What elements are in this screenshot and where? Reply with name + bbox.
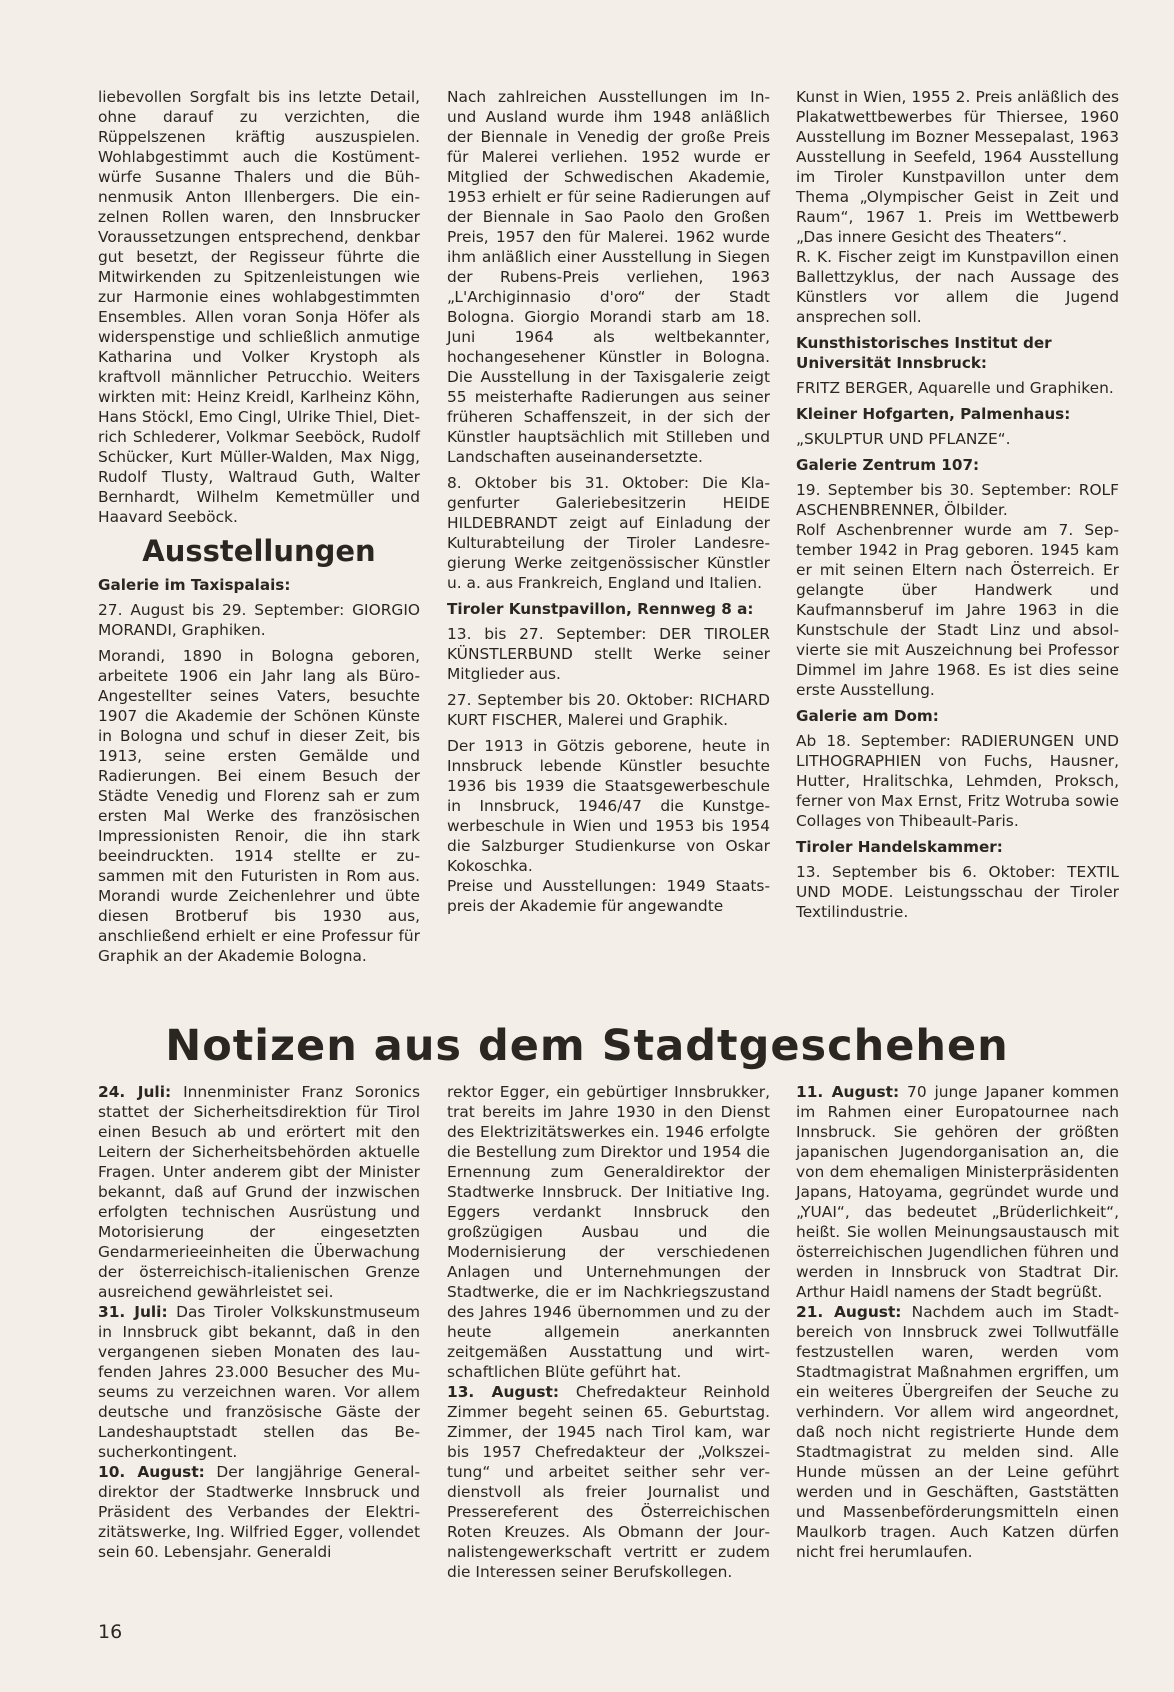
fischer-prizes-continued: Kunst in Wien, 1955 2. Preis anläßlich des Plakatwettbewerbes für Thiersee, 1960 Ausstellung im Bozner Messepalast, 1963 Ausstellung in Seefeld, 1964 Ausstellung im Tiroler Kunstpavillon unter dem Thema „Olympischer Geist in Zeit und Raum“, 1967 1. Preis im Wettbewerb „Das innere Gesicht des Theaters“. [796,88,1119,246]
notice-date: 13. August: [447,1383,560,1401]
notice-text: Innenminister Franz Soronics stattet der Sicherheitsdirektion für Tirol einen Besuch ab und erörtert mit den Leitern der Sicherheitsbehörden aktuelle Fragen. Unter anderem gibt der Minister bekannt, daß auf Grund der inzwischen erfolgten technischen Ausrüstung und Motorisierung der eingesetzten Gendarmerieeinheiten die Überwachung der österreichisch-italienischen Grenze ausreichend gewährleistet sei. [98,1083,420,1301]
section-heading-ausstellungen: Ausstellungen [142,534,376,568]
exhibition-textil: 13. September bis 6. Oktober: TEXTIL UND MODE. Leistungsschau der Tiroler Textilindustrie. [796,863,1119,921]
aschenbrenner-biography: Rolf Aschenbrenner wurde am 7. September 1942 in Prag geboren. 1945 kam er mit seinen Eltern nach Österreich. Er gelangte über Handwerk und Kaufmannsberuf im Jahre 1963 in die Kunstschule der Stadt Linz und absolvierte sie mit Auszeichnung bei Professor Dimmel im Jahre 1968. Es ist dies seine erste Ausstellung. [796,521,1119,699]
notice-text: Das Tiroler Volkskunstmuseum in Innsbruck gibt bekannt, daß in den vergangenen sieben Monaten des laufenden Jahres 23.000 Besucher des Museums zu verzeichnen waren. Vor allem deutsche und französische Gäste der Landeshauptstadt stellen das Besucherkontingent. [98,1303,420,1461]
notice-21-august [796,1302,1119,1562]
notizen-column-3 [796,1082,1119,1562]
fischer-biography: Der 1913 in Götzis geborene, heute in Innsbruck lebende Künstler besuchte 1936 bis 1939 die Staatsgewerbeschule in Innsbruck, 1946/47 die Kunstgewerbeschule in Wien und 1953 bis 1954 die Salzburger Studienkurse von Oskar Kokoschka. [447,737,770,875]
notice-date: 10. August: [98,1463,205,1481]
notice-11-august [796,1082,1119,1302]
notizen-column-2 [447,1082,770,1582]
top-column-1 [98,87,420,966]
notice-text: Nachdem auch im Stadtbereich von Innsbruck zwei Tollwutfälle festzustellen waren, werden vom Stadtmagistrat Maßnahmen ergriffen, um ein weiteres Übergreifen der Seuche zu verhindern. Vor allem wird angeordnet, daß noch nicht registrierte Hunde dem Stadtmagistrat zu melden sind. Alle Hunde müssen an der Leine geführt werden und in Geschäften, Gaststätten und Massenbeförderungsmitteln einen Maulkorb tragen. Auch Katzen dürfen nicht frei herumlaufen. [796,1303,1120,1561]
exhibition-fischer: 27. September bis 20. Oktober: RICHARD KURT FISCHER, Malerei und Graphik. [447,691,770,729]
exhibition-kuenstlerbund: 13. bis 27. September: DER TIROLER KÜNSTLERBUND stellt Werke seiner Mitglieder aus. [447,625,770,683]
venue-heading-taxispalais: Galerie im Taxispalais: [98,576,291,594]
top-column-3 [796,87,1119,922]
venue-heading-hofgarten: Kleiner Hofgarten, Palmenhaus: [796,405,1071,423]
theater-review-end: liebevollen Sorgfalt bis ins letzte Detail, ohne darauf zu verzichten, die Rüppelszenen kräftig auszuspielen. Wohlabgestimmt auch die Kostümentwürfe Susanne Thalers und die Bühnenmusik Anton Illenbergers. Die einzelnen Rollen waren, den Innsbrucker Voraussetzungen entsprechend, denkbar gut besetzt, der Regisseur führte die Mitwirkenden zu Spitzenleistungen wie zur Harmonie eines wohlabgestimmten Ensembles. Allen voran Sonja Höfer als widerspenstige und schließlich anmutige Katharina und Volker Krystoph als kraftvoll männlicher Petrucchio. Weiters wirkten mit: Heinz Kreidl, Karlheinz Köhn, Hans Stöckl, Emo Cingl, Ulrike Thiel, Dietrich Schlederer, Volkmar Seeböck, Rudolf Schücker, Kurt Müller-Walden, Max Nigg, Rudolf Tlusty, Waltraud Guth, Walter Bernhardt, Wilhelm Kemetmüller und Haavard Seeböck. [98,88,420,526]
venue-heading-kunstpavillon: Tiroler Kunstpavillon, Rennweg 8 a: [447,600,754,618]
notice-date: 11. August: [796,1083,900,1101]
page-number: 16 [98,1621,123,1643]
notice-10-august-continued: rektor Egger, ein gebürtiger Innsbrukker, trat bereits im Jahre 1930 in den Dienst des Elektrizitätswerkes ein. 1946 erfolgte die Bestellung zum Direktor und 1954 die Ernennung zum Generaldirektor der Stadtwerke Innsbruck. Der Initiative Ing. Eggers verdankt Innsbruck den großzügigen Ausbau und die Modernisierung der verschiedenen Anlagen und Unternehmungen der Stadtwerke, die er im Nachkriegszustand des Jahres 1946 übernommen und zu der heute allgemein anerkannten zeitgemäßen Ausstattung und wirtschaftlichen Blüte geführt hat. [447,1083,770,1381]
exhibition-dates-morandi: 27. August bis 29. September: GIORGIO MORANDI, Graphiken. [98,601,420,639]
notizen-column-1 [98,1082,420,1562]
notice-31-juli [98,1302,420,1462]
venue-heading-dom: Galerie am Dom: [796,707,939,725]
exhibition-hildebrandt: 8. Oktober bis 31. Oktober: Die Klagenfurter Galeriebesitzerin HEIDE HILDEBRANDT zeigt auf Einladung der Kulturabteilung der Tiroler Landesregierung Werke zeitgenössischer Künstler u. a. aus Frankreich, England und Italien. [447,474,770,592]
notice-date: 24. Juli: [98,1083,172,1101]
venue-heading-zentrum: Galerie Zentrum 107: [796,456,980,474]
exhibition-radierungen: Ab 18. September: RADIERUNGEN UND LITHOGRAPHIEN von Fuchs, Hausner, Hutter, Hralitschka, Lehmden, Proksch, ferner von Max Ernst, Fritz Wotruba sowie Collages von Thibeault-Paris. [796,732,1119,830]
morandi-biography: Morandi, 1890 in Bologna geboren, arbeitete 1906 ein Jahr lang als Büro-Angestellter seines Vaters, besuchte 1907 die Akademie der Schönen Künste in Bologna und schuf in dieser Zeit, bis 1913, seine ersten Gemälde und Radierungen. Bei einem Besuch der Städte Venedig und Florenz sah er zum ersten Mal Werke des französischen Impressionisten Renoir, die ihn stark beeindruckten. 1914 stellte er zusammen mit den Futuristen in Rom aus. Morandi wurde Zeichenlehrer und übte diesen Brotberuf bis 1930 aus, anschließend erhielt er eine Professur für Graphik an der Akademie Bologna. [98,647,420,965]
notice-13-august [447,1382,770,1582]
venue-heading-handelskammer: Tiroler Handelskammer: [796,838,1003,856]
notice-date: 31. Juli: [98,1303,168,1321]
notice-24-juli [98,1082,420,1302]
notice-text: Der langjährige Generaldirektor der Stadtwerke Innsbruck und Präsident des Verbandes der Elektrizitätswerke, Ing. Wilfried Egger, vollendet sein 60. Lebensjahr. Generaldi [98,1463,421,1561]
morandi-biography-continued: Nach zahlreichen Ausstellungen im In- und Ausland wurde ihm 1948 anläßlich der Biennale in Venedig der große Preis für Malerei verliehen. 1952 wurde er Mitglied der Schwedischen Akademie, 1953 erhielt er für seine Radierungen auf der Biennale in Sao Paolo den Großen Preis, 1957 den für Malerei. 1962 wurde ihm anläßlich einer Ausstellung in Siegen der Rubens-Preis verliehen, 1963 „L'Archiginnasio d'oro“ der Stadt Bologna. Giorgio Morandi starb am 18. Juni 1964 als weltbekannter, hochangesehener Künstler in Bologna. Die Ausstellung in der Taxisgalerie zeigt 55 meisterhafte Radierungen aus seiner früheren Schaffenszeit, in der sich der Künstler hauptsächlich mit Stilleben und Landschaften auseinandersetzte. [447,88,770,466]
exhibition-skulptur: „SKULPTUR UND PFLANZE“. [796,430,1011,448]
notice-date: 21. August: [796,1303,902,1321]
top-column-2 [447,87,770,916]
fischer-ballet-note: R. K. Fischer zeigt im Kunstpavillon einen Ballettzyklus, der nach Aussage des Künstlers vor allem die Jugend ansprechen soll. [796,248,1119,326]
exhibition-berger: FRITZ BERGER, Aquarelle und Graphiken. [796,379,1114,397]
venue-heading-institut: Kunsthistorisches Institut der Universität Innsbruck: [796,334,1052,372]
exhibition-aschenbrenner: 19. September bis 30. September: ROLF ASCHENBRENNER, Ölbilder. [796,481,1119,519]
notice-text: Chefredakteur Reinhold Zimmer begeht seinen 65. Geburtstag. Zimmer, der 1945 nach Tirol kam, war bis 1957 Chefredakteur der „Volkszeitung“ und arbeitet seither sehr verdienstvoll als freier Journalist und Pressereferent des Österreichischen Roten Kreuzes. Als Obmann der Journalistengewerkschaft vertritt er zudem die Interessen seiner Berufskollegen. [447,1383,770,1581]
fischer-prizes: Preise und Ausstellungen: 1949 Staatspreis der Akademie für angewandte [447,877,770,915]
notice-10-august [98,1462,420,1562]
page-heading-notizen: Notizen aus dem Stadtgeschehen [165,1021,1009,1071]
notice-text: 70 junge Japaner kommen im Rahmen einer Europatournee nach Innsbruck. Sie gehören der größten japanischen Jugendorganisation an, die von dem ehemaligen Ministerpräsidenten Japans, Hatoyama, gegründet wurde und „YUAI“, das bedeutet „Brüderlichkeit“, heißt. Sie wollen Meinungsaustausch mit österreichischen Jugendlichen führen und werden in Innsbruck von Stadtrat Dir. Arthur Haidl namens der Stadt begrüßt. [796,1083,1120,1301]
